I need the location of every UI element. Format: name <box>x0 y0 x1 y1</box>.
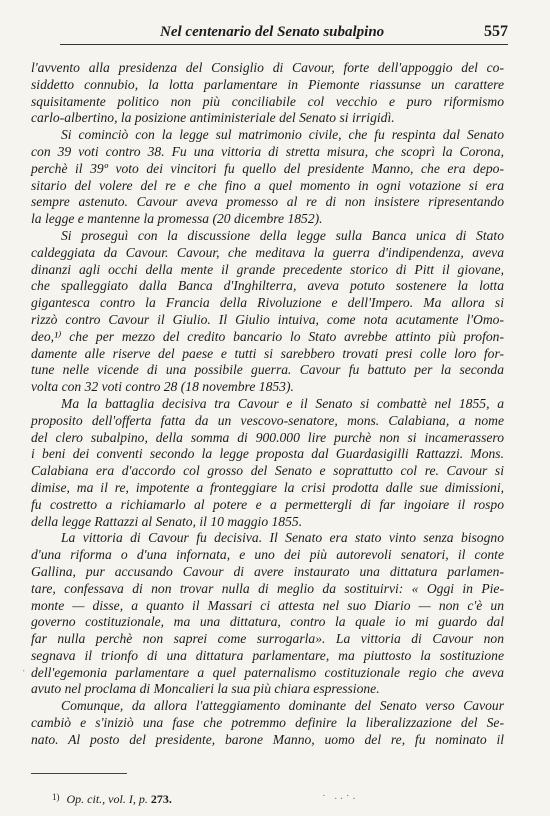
text-line: tune nelle vicende di una possibile guerra. Cavour fu battuto per la seconda <box>31 362 504 378</box>
text-line: nato. Al posto del presidente, barone Manno, uomo del re, fu nominato il <box>31 731 504 747</box>
text-line: d'una riforma o d'una infornata, e uno dei più autorevoli senatori, il conte <box>31 547 504 563</box>
text-line: con 39 voti contro 38. Fu una vittoria di stretta misura, che scoprì la Corona, <box>31 143 504 159</box>
text-line: della legge Rattazzi al Senato, il 10 maggio 1855. <box>31 513 303 529</box>
footnote <box>52 792 172 807</box>
footnote-text: Op. cit., vol. I, p. <box>66 792 148 806</box>
text-line: dinanzi agli occhi della mente il grande precedente storico di Pitt il giovane, <box>31 261 504 277</box>
text-line: che spalleggiato dalla Banca d'Inghilterra, aveva potuto sostenere la lotta <box>31 278 504 294</box>
text-line: l'avvento alla presidenza del Consiglio di Cavour, forte dell'appoggio del co- <box>31 60 504 75</box>
text-line: la legge e mantenne la promessa (20 dicembre 1852). <box>31 211 323 227</box>
text-line: tare, confessava di non trovar nulla di meglio da sostituirvi: « Oggi in Pie- <box>31 580 504 596</box>
text-line: caldeggiata da Cavour. Cavour, che meditava la guerra d'indipendenza, aveva <box>31 244 504 260</box>
footnote-mark: 1) <box>52 792 60 802</box>
text-line: sitario del volere del re e che fino a quel momento in ogni votazione si era <box>31 177 504 193</box>
text-line: carlo-albertino, la posizione antiministeriale del Senato si irrigidì. <box>31 110 395 126</box>
page-number: 557 <box>484 23 508 40</box>
running-title: Nel centenario del Senato subalpino <box>160 24 385 40</box>
text-line: perchè il 39º voto dei vincitori fu quello del presidente Manno, che era depo- <box>31 160 504 176</box>
text-line: siddetto connubio, la lotta parlamentare in Piemonte riassunse un carattere <box>31 76 504 92</box>
text-line: far nulla perchè non saprei come surrogarla». La vittoria di Cavour non <box>31 631 504 647</box>
text-line: Calabiana era d'accordo col grosso del Senato e soprattutto col re. Cavour si <box>31 463 504 479</box>
text-line: gigantesca contro la Francia della Rivoluzione e dell'Impero. Ma allora si <box>31 295 504 311</box>
footnote-rule <box>31 773 127 774</box>
text-line: deo,¹⁾ che per mezzo del credito bancario lo Stato avrebbe attinto più profon- <box>31 328 504 344</box>
text-line: dimise, ma il re, impotente a fronteggiare la crisi prodotta dalle sue dimissioni, <box>31 479 504 495</box>
text-line: governo costituzionale, ma una dittatura, contro la quale io mi guardo dal <box>31 614 504 630</box>
text-line: sempre astenuto. Cavour aveva promesso al re di non insistere ripresentando <box>31 194 504 210</box>
text-line: Si cominciò con la legge sul matrimonio civile, che fu respinta dal Senato <box>61 127 504 143</box>
text-line: Comunque, da allora l'atteggiamento dominante del Senato verso Cavour <box>61 698 504 714</box>
text-line: dell'egemonia parlamentare a quel paternalismo costituzionale regio che aveva <box>31 664 504 680</box>
text-line: monte — disse, a quanto il Massari ci attesta nel suo Diario — non c'è un <box>31 597 504 613</box>
text-line: volta con 32 voti contro 28 (18 novembre 1853). <box>31 379 294 395</box>
text-line: Si proseguì con la discussione della legge sulla Banca unica di Stato <box>61 227 504 243</box>
text-line: avuto nel proclama di Moncalieri la sua più chiara espressione. <box>31 681 380 697</box>
text-line: segnava il trionfo di una dittatura parlamentare, ma piuttosto la sostituzione <box>31 647 504 663</box>
text-line: damente alle riserve del paese e tutti si sarebbero trovati presi colle loro for- <box>31 345 504 361</box>
footnote-page: 273. <box>150 792 172 806</box>
text-line: Ma la battaglia decisiva tra Cavour e il Senato si combattè nel 1855, a <box>61 395 504 411</box>
body-text <box>31 60 504 749</box>
text-line: cambiò e s'iniziò una fase che potremmo definire la liberalizzazione del Se- <box>31 715 504 731</box>
margin-mark: ˈ <box>22 668 26 680</box>
text-line: i beni dei conventi secondo la legge proposta dal Guardasigilli Rattazzi. Mons. <box>31 446 504 462</box>
text-line: squisitamente politico non più conciliabile col vecchio e puro riformismo <box>31 93 504 109</box>
text-line: Gallina, pur accusando Cavour di avere instaurato una dittatura parlamen- <box>31 563 504 579</box>
page-header <box>60 22 508 45</box>
text-line: rizzò contro Cavour il Giulio. Il Giulio intuiva, come nota acutamente l'Omo- <box>31 311 504 327</box>
stray-marks: · ..·. <box>322 790 359 802</box>
text-line: del clero subalpino, della somma di 900.000 lire purchè non si incamerassero <box>31 429 504 445</box>
text-line: proposito dell'offerta fatta da un vescovo-senatore, mons. Calabiana, a nome <box>31 412 504 428</box>
text-line: La vittoria di Cavour fu decisiva. Il Senato era stato vinto senza bisogno <box>61 530 504 546</box>
text-line: fu costretto a richiamarlo al potere e a permettergli di far ingoiare il rospo <box>31 496 504 512</box>
